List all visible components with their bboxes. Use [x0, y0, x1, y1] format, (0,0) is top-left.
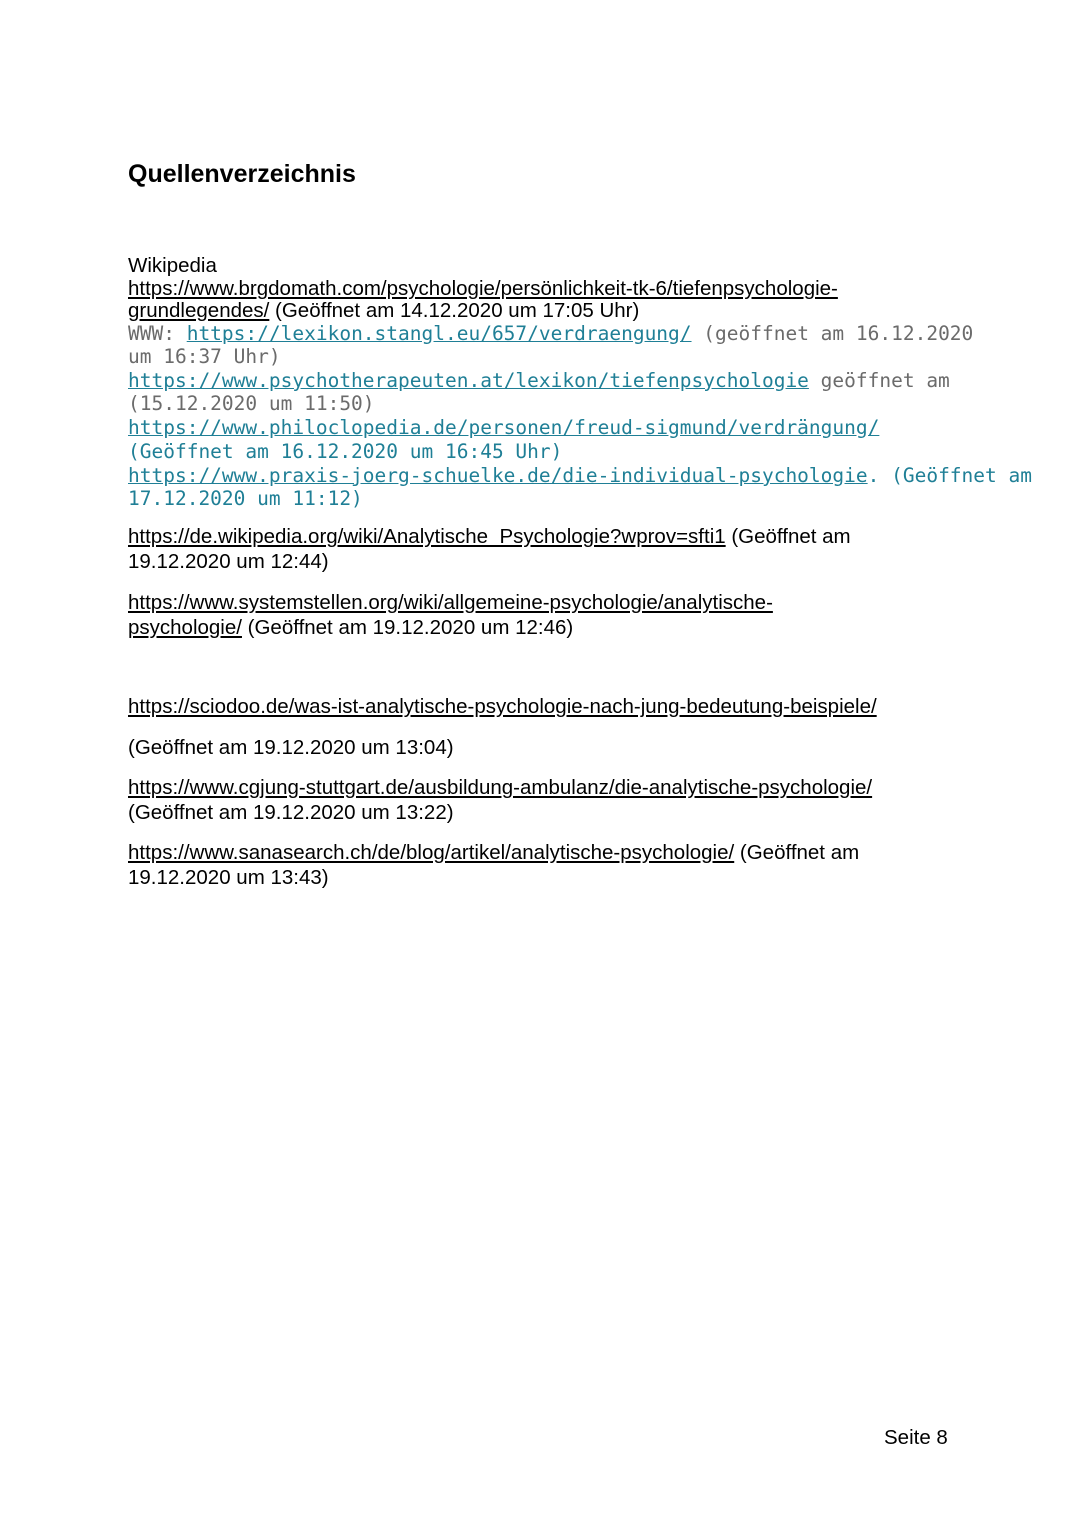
- source-link-wikipedia-analytische[interactable]: https://de.wikipedia.org/wiki/Analytische_Psychologie?wprov=sfti1: [128, 525, 726, 548]
- source-entry-psychotherapeuten-cont: [128, 392, 375, 415]
- access-date: (Geöffnet am 19.12.2020 um 13:22): [128, 801, 454, 824]
- source-link-systemstellen-cont[interactable]: psychologie/: [128, 616, 242, 639]
- source-link-sciodoo[interactable]: https://sciodoo.de/was-ist-analytische-psychologie-nach-jung-bedeutung-beispiele/: [128, 695, 877, 718]
- access-date: (Geöffnet am 19.12.2020 um 12:46): [241, 616, 574, 639]
- source-entry-psychotherapeuten: [128, 369, 950, 392]
- source-entry-wikipedia-analytische: [128, 526, 851, 548]
- source-link-cgjung[interactable]: https://www.cgjung-stuttgart.de/ausbildung-ambulanz/die-analytische-psychologie/: [128, 776, 873, 799]
- source-entry-philoclopedia: [128, 416, 879, 439]
- source-link-stangl[interactable]: https://lexikon.stangl.eu/657/verdraengung/: [186, 322, 692, 345]
- source-link-sanasearch[interactable]: https://www.sanasearch.ch/de/blog/artikel/analytische-psychologie/: [128, 841, 735, 864]
- access-date: (Geöffnet am: [725, 525, 851, 548]
- page-title: Quellenverzeichnis: [128, 160, 356, 188]
- source-prefix: WWW:: [128, 322, 187, 345]
- access-date: 19.12.2020 um 13:43): [128, 866, 329, 889]
- access-date: 17.12.2020 um 11:12): [128, 487, 363, 510]
- access-date: (Geöffnet am 14.12.2020 um 17:05 Uhr): [269, 299, 640, 322]
- source-entry-cgjung: [128, 777, 872, 799]
- source-link-brgdomath[interactable]: https://www.brgdomath.com/psychologie/persönlichkeit-tk-6/tiefenpsychologie-: [128, 277, 838, 300]
- source-entry-sciodoo-date: [128, 737, 454, 759]
- source-entry-systemstellen-cont: [128, 617, 573, 639]
- source-entry-praxis: [128, 464, 1032, 487]
- source-entry-systemstellen: [128, 592, 773, 614]
- access-date: geöffnet am: [808, 369, 950, 392]
- source-entry-brgdomath-cont: [128, 300, 639, 322]
- source-entry-sanasearch-cont: [128, 867, 329, 889]
- source-label-wikipedia: Wikipedia: [128, 254, 217, 277]
- access-date: (Geöffnet am: [734, 841, 860, 864]
- source-link-philoclopedia[interactable]: https://www.philoclopedia.de/personen/freud-sigmund/verdrängung/: [128, 416, 880, 439]
- access-date: (Geöffnet am 19.12.2020 um 13:04): [128, 736, 454, 759]
- source-link-praxis[interactable]: https://www.praxis-joerg-schuelke.de/die-individual-psychologie: [128, 464, 868, 487]
- source-entry-stangl-cont: [128, 345, 281, 368]
- access-date: (geöffnet am 16.12.2020: [691, 322, 974, 345]
- source-entry-praxis-cont: [128, 487, 363, 510]
- access-date: (Geöffnet am 16.12.2020 um 16:45 Uhr): [128, 440, 563, 463]
- page-number: Seite 8: [884, 1426, 948, 1449]
- source-entry-stangl: [128, 322, 973, 345]
- source-link-brgdomath-cont[interactable]: grundlegendes/: [128, 299, 270, 322]
- source-entry-philoclopedia-cont: [128, 440, 562, 463]
- source-link-psychotherapeuten[interactable]: https://www.psychotherapeuten.at/lexikon/tiefenpsychologie: [128, 369, 809, 392]
- access-date: (15.12.2020 um 11:50): [128, 392, 375, 415]
- source-entry-sciodoo: [128, 696, 877, 718]
- access-date: 19.12.2020 um 12:44): [128, 550, 329, 573]
- access-date: . (Geöffnet am: [867, 464, 1032, 487]
- source-entry-wikipedia-analytische-cont: [128, 551, 329, 573]
- source-entry-sanasearch: [128, 842, 859, 864]
- source-entry-cgjung-date: [128, 802, 454, 824]
- source-link-systemstellen[interactable]: https://www.systemstellen.org/wiki/allgemeine-psychologie/analytische-: [128, 591, 773, 614]
- access-date: um 16:37 Uhr): [128, 345, 281, 368]
- source-entry-brgdomath: [128, 278, 838, 300]
